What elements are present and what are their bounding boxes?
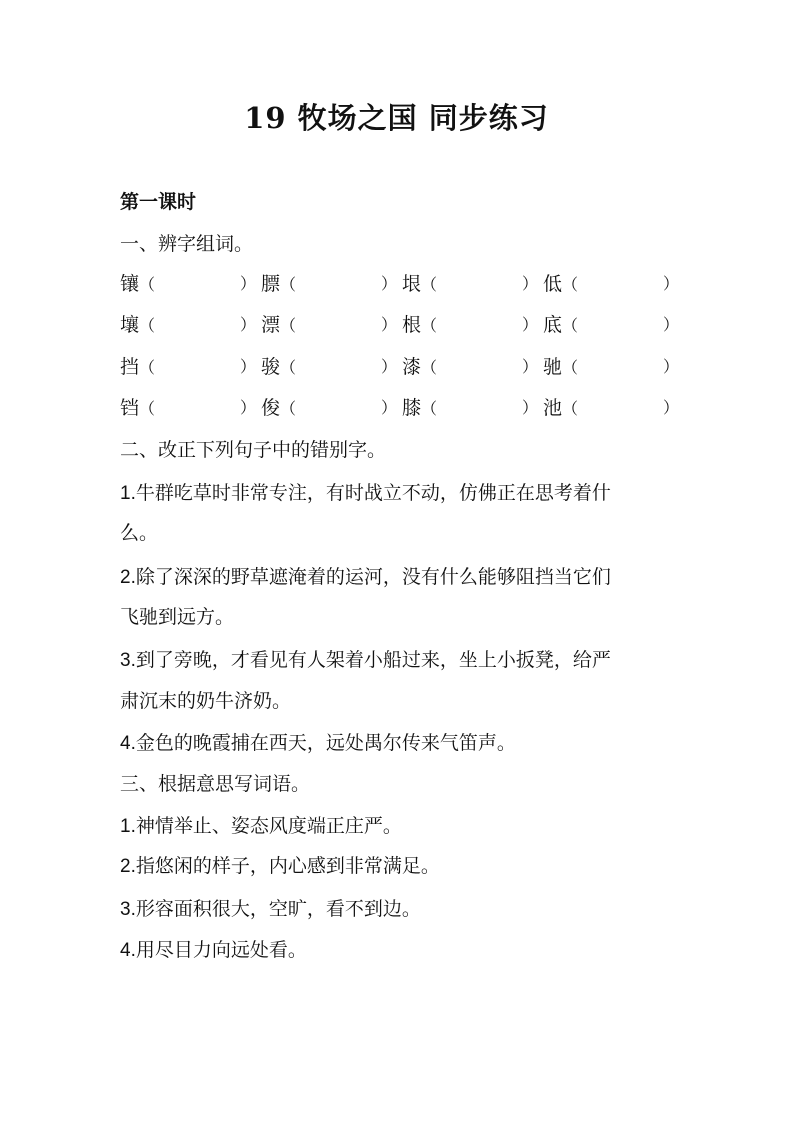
char-cell xyxy=(402,271,437,298)
close-paren: ） xyxy=(663,315,680,334)
open-paren: （ xyxy=(562,399,579,418)
character: 镶 xyxy=(120,273,140,295)
char-cell xyxy=(543,354,578,381)
open-paren: （ xyxy=(562,316,579,335)
section-2-heading: 二、改正下列句子中的错别字。 xyxy=(120,439,387,461)
char-cell xyxy=(261,312,296,339)
question-number: 1. xyxy=(120,483,136,504)
close-paren: ） xyxy=(381,315,398,334)
question-number: 1. xyxy=(120,816,136,837)
open-paren: （ xyxy=(139,275,156,294)
question-number: 3. xyxy=(120,899,136,920)
char-cell xyxy=(261,271,296,298)
open-paren: （ xyxy=(139,399,156,418)
char-cell xyxy=(120,395,155,422)
question-text: 指悠闲的样子，内心感到非常满足。 xyxy=(135,855,440,877)
char-cell xyxy=(120,271,155,298)
question-text: 金色的晚霞捕在西天，远处禺尔传来气笛声。 xyxy=(135,732,516,754)
character: 膘 xyxy=(261,273,281,295)
question-text: 肃沉末的奶牛济奶。 xyxy=(120,690,292,712)
open-paren: （ xyxy=(562,358,579,377)
question-line xyxy=(120,604,680,630)
question-text: 除了深深的野草遮淹着的运河，没有什么能够阻挡当它们 xyxy=(135,566,611,588)
question-line xyxy=(120,896,680,923)
character: 低 xyxy=(543,273,563,295)
question-number: 2. xyxy=(120,856,136,877)
char-cell xyxy=(402,354,437,381)
question-text: 用尽目力向远处看。 xyxy=(135,939,307,961)
question-line xyxy=(120,564,680,591)
question-text: 形容面积很大，空旷，看不到边。 xyxy=(135,898,421,920)
character: 俊 xyxy=(261,397,281,419)
close-paren: ） xyxy=(663,398,680,417)
open-paren: （ xyxy=(139,316,156,335)
close-paren: ） xyxy=(240,274,257,293)
close-paren: ） xyxy=(522,274,539,293)
open-paren: （ xyxy=(421,316,438,335)
close-paren: ） xyxy=(240,398,257,417)
character: 底 xyxy=(543,314,563,336)
character: 挡 xyxy=(120,356,140,378)
close-paren: ） xyxy=(522,357,539,376)
lesson-label: 第一课时 xyxy=(120,191,197,213)
close-paren: ） xyxy=(522,398,539,417)
question-text: 飞驰到远方。 xyxy=(120,606,235,628)
question-line xyxy=(120,520,680,546)
section-3-heading: 三、根据意思写词语。 xyxy=(120,773,311,795)
open-paren: （ xyxy=(421,399,438,418)
close-paren: ） xyxy=(663,357,680,376)
character: 膝 xyxy=(402,397,422,419)
character: 骏 xyxy=(261,356,281,378)
char-cell xyxy=(120,354,155,381)
question-number: 4. xyxy=(120,940,136,961)
close-paren: ） xyxy=(381,274,398,293)
character: 铛 xyxy=(120,397,140,419)
character: 漆 xyxy=(402,356,422,378)
page-title: 19 牧场之国 同步练习 xyxy=(244,101,549,135)
close-paren: ） xyxy=(240,357,257,376)
open-paren: （ xyxy=(280,399,297,418)
question-text: 神情举止、姿态风度端正庄严。 xyxy=(135,815,402,837)
char-cell xyxy=(402,312,437,339)
question-text: 么。 xyxy=(120,522,159,544)
char-cell xyxy=(261,395,296,422)
question-line xyxy=(120,688,680,714)
open-paren: （ xyxy=(280,275,297,294)
section-1-heading: 一、辨字组词。 xyxy=(120,233,254,255)
question-line xyxy=(120,937,680,964)
open-paren: （ xyxy=(421,275,438,294)
open-paren: （ xyxy=(562,275,579,294)
open-paren: （ xyxy=(280,316,297,335)
close-paren: ） xyxy=(240,315,257,334)
open-paren: （ xyxy=(280,358,297,377)
close-paren: ） xyxy=(522,315,539,334)
character: 驰 xyxy=(543,356,563,378)
open-paren: （ xyxy=(139,358,156,377)
question-line xyxy=(120,853,680,880)
question-line xyxy=(120,813,680,840)
character: 壤 xyxy=(120,314,140,336)
char-cell xyxy=(543,271,578,298)
character: 垠 xyxy=(402,273,422,295)
close-paren: ） xyxy=(381,398,398,417)
question-text: 到了旁晚，才看见有人架着小船过来，坐上小扳凳，给严 xyxy=(135,649,611,671)
character: 池 xyxy=(543,397,563,419)
char-cell xyxy=(402,395,437,422)
question-number: 3. xyxy=(120,650,136,671)
character: 漂 xyxy=(261,314,281,336)
question-line xyxy=(120,480,680,507)
close-paren: ） xyxy=(381,357,398,376)
question-number: 2. xyxy=(120,567,136,588)
char-cell xyxy=(543,395,578,422)
char-cell xyxy=(120,312,155,339)
character: 根 xyxy=(402,314,422,336)
close-paren: ） xyxy=(663,274,680,293)
char-cell xyxy=(543,312,578,339)
char-cell xyxy=(261,354,296,381)
question-text: 牛群吃草时非常专注，有时战立不动，仿佛正在思考着什 xyxy=(135,482,611,504)
open-paren: （ xyxy=(421,358,438,377)
question-line xyxy=(120,647,680,674)
question-number: 4. xyxy=(120,733,136,754)
question-line xyxy=(120,730,680,757)
